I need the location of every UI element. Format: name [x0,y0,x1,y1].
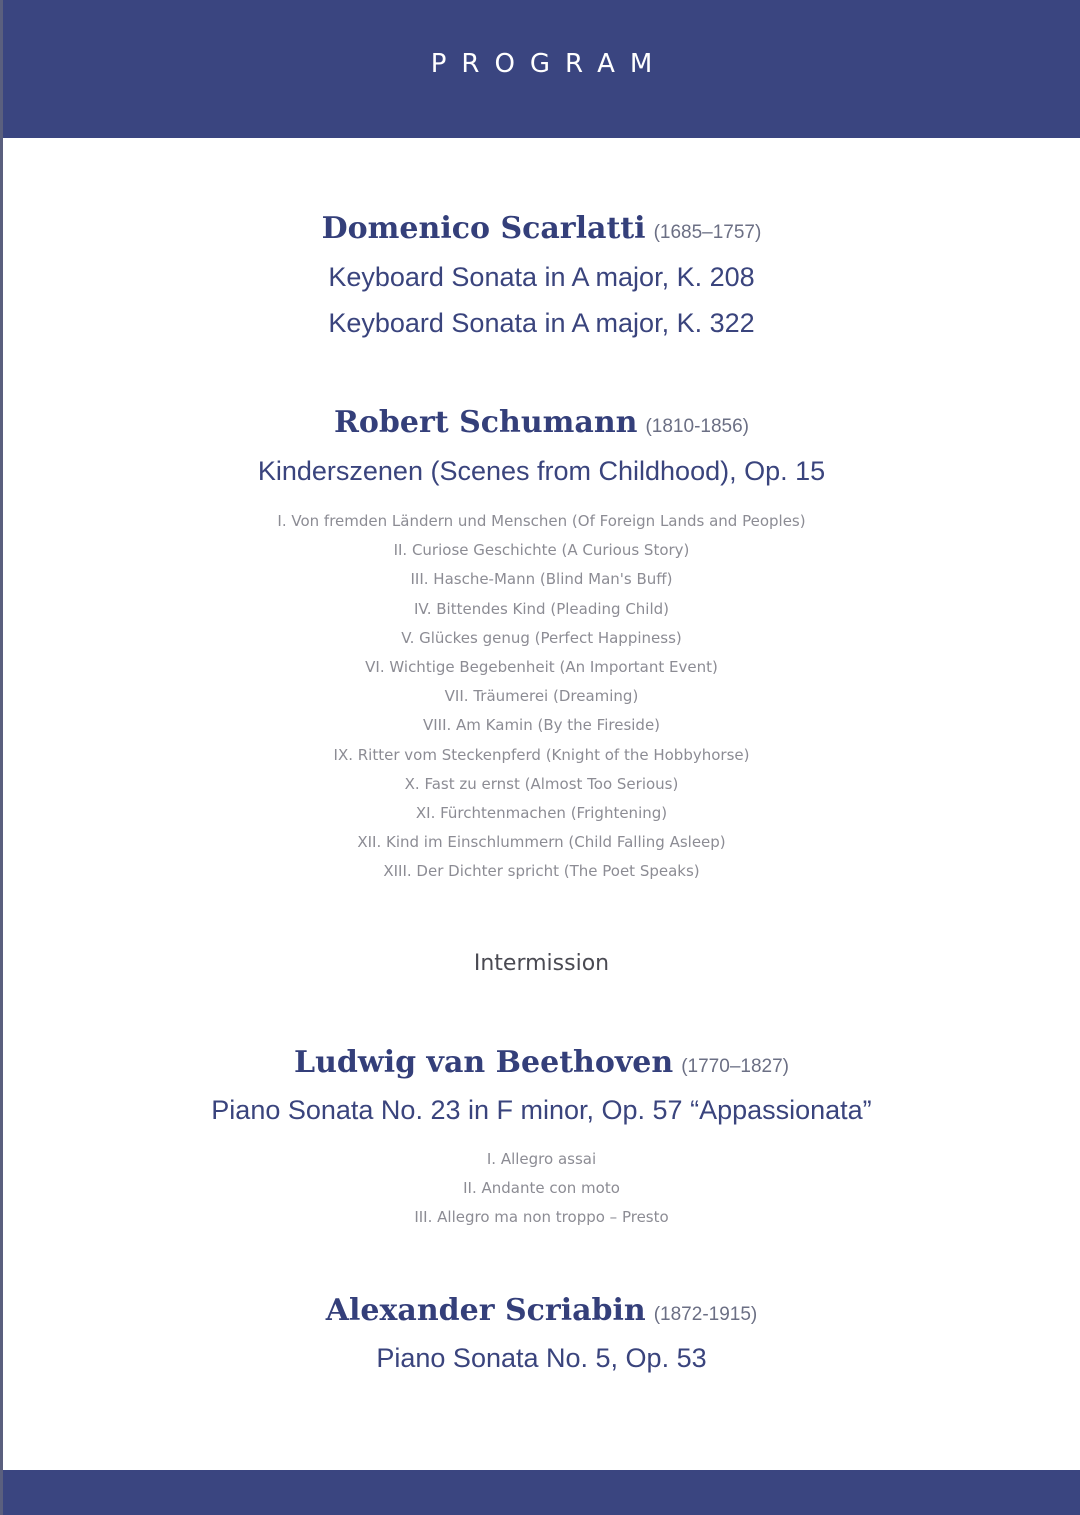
movement-item: V. Glückes genug (Perfect Happiness) [401,628,682,647]
movement-item: X. Fast zu ernst (Almost Too Serious) [404,774,679,793]
movement-item: XI. Fürchtenmachen (Frightening) [415,803,668,822]
composer-years: (1685–1757) [653,222,762,243]
work-title: Kinderszenen (Scenes from Childhood), Op. 15 [257,456,826,486]
composer-name: Alexander Scriabin [325,1293,646,1328]
composer-years: (1770–1827) [681,1056,789,1077]
work-title: Piano Sonata No. 5, Op. 53 [376,1343,707,1373]
movement-item: III. Hasche-Mann (Blind Man's Buff) [410,570,673,589]
work-title: Keyboard Sonata in A major, K. 208 [328,262,755,292]
composer-heading [3,1045,1080,1080]
movement-item: XIII. Der Dichter spricht (The Poet Speaks) [383,862,700,881]
movement-item: VIII. Am Kamin (By the Fireside) [422,716,661,735]
movement-item: II. Curiose Geschichte (A Curious Story) [393,541,690,560]
composer-heading [3,211,1080,246]
movement-list [3,507,1080,886]
movement-item: I. Von fremden Ländern und Menschen (Of Foreign Lands and Peoples) [277,512,806,530]
composer-years: (1872-1915) [653,1304,758,1325]
movement-item: I. Allegro assai [486,1150,597,1168]
composer-name: Ludwig van Beethoven [294,1045,674,1080]
movement-item: IV. Bittendes Kind (Pleading Child) [413,599,670,618]
movement-item: III. Allegro ma non troppo – Presto [414,1208,669,1227]
movement-item: IX. Ritter vom Steckenpferd (Knight of the Hobbyhorse) [333,745,750,764]
movement-list [3,1145,1080,1233]
header-bar [3,0,1080,138]
movement-item: II. Andante con moto [463,1179,620,1198]
composer-name: Robert Schumann [333,405,638,440]
composer-heading [3,1293,1080,1328]
intermission-label: Intermission [473,951,610,976]
composer-heading [3,405,1080,440]
work-title: Piano Sonata No. 23 in F minor, Op. 57 “Appassionata” [211,1095,872,1125]
composer-name: Domenico Scarlatti [321,211,646,246]
movement-item: VII. Träumerei (Dreaming) [444,687,639,706]
composer-years: (1810-1856) [645,416,749,437]
footer-bar [3,1470,1080,1515]
movement-item: VI. Wichtige Begebenheit (An Important Event) [365,657,718,676]
work-title: Keyboard Sonata in A major, K. 322 [328,308,755,338]
movement-item: XII. Kind im Einschlummern (Child Falling Asleep) [357,833,726,852]
page-title: PROGRAM [430,49,668,79]
